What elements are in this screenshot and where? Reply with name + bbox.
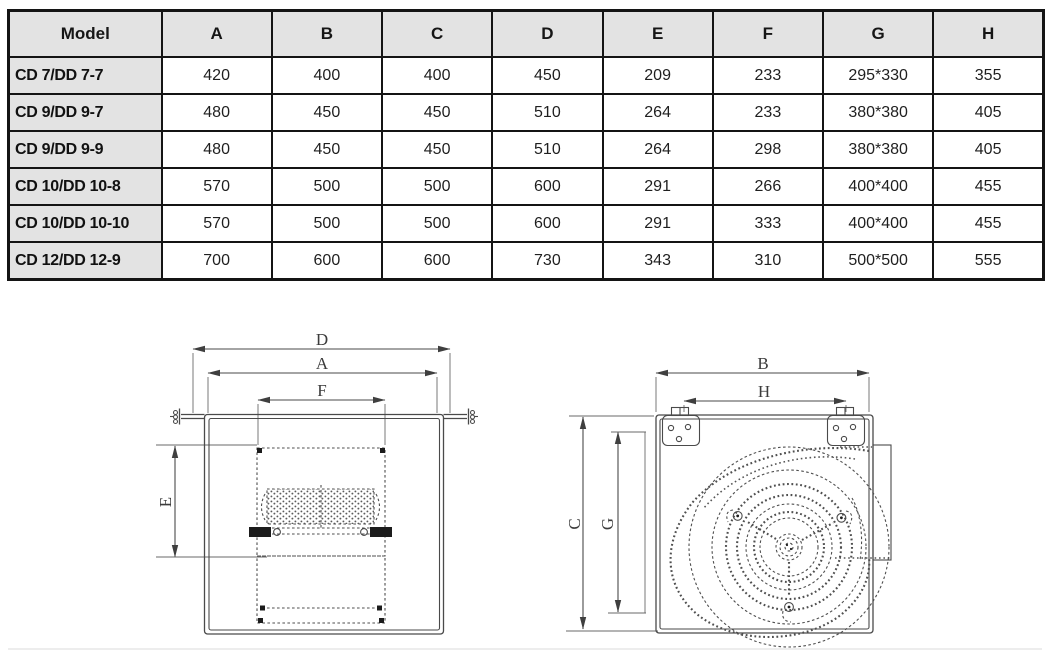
volute-scroll bbox=[671, 448, 870, 637]
internal-assembly-front bbox=[249, 448, 392, 623]
value-cell: 295*330 bbox=[823, 57, 933, 94]
value-cell: 209 bbox=[603, 57, 713, 94]
dim-E bbox=[156, 445, 267, 557]
value-cell: 510 bbox=[492, 94, 602, 131]
value-cell: 400*400 bbox=[823, 168, 933, 205]
value-cell: 510 bbox=[492, 131, 602, 168]
mounting-clamp-icon bbox=[370, 527, 392, 537]
value-cell: 500 bbox=[382, 168, 492, 205]
col-header-b: B bbox=[272, 11, 382, 58]
col-header-h: H bbox=[933, 11, 1043, 58]
value-cell: 298 bbox=[713, 131, 823, 168]
impeller bbox=[689, 447, 889, 647]
value-cell: 450 bbox=[272, 131, 382, 168]
model-cell: CD 7/DD 7-7 bbox=[9, 57, 162, 94]
dim-label-d: D bbox=[315, 330, 329, 349]
value-cell: 450 bbox=[382, 94, 492, 131]
dim-label-c: C bbox=[565, 518, 584, 530]
front-view-drawing bbox=[156, 330, 478, 634]
value-cell: 555 bbox=[933, 242, 1043, 280]
value-cell: 480 bbox=[162, 131, 272, 168]
dim-label-h: H bbox=[757, 382, 771, 401]
value-cell: 455 bbox=[933, 205, 1043, 242]
col-header-f: F bbox=[713, 11, 823, 58]
value-cell: 266 bbox=[713, 168, 823, 205]
col-header-d: D bbox=[492, 11, 602, 58]
value-cell: 333 bbox=[713, 205, 823, 242]
value-cell: 600 bbox=[492, 168, 602, 205]
value-cell: 450 bbox=[382, 131, 492, 168]
value-cell: 570 bbox=[162, 168, 272, 205]
impeller-spokes bbox=[727, 510, 852, 622]
side-view-drawing bbox=[565, 354, 891, 647]
value-cell: 291 bbox=[603, 168, 713, 205]
model-cell: CD 12/DD 12-9 bbox=[9, 242, 162, 280]
value-cell: 420 bbox=[162, 57, 272, 94]
value-cell: 264 bbox=[603, 131, 713, 168]
hinge-icon bbox=[663, 408, 700, 446]
value-cell: 730 bbox=[492, 242, 602, 280]
col-header-c: C bbox=[382, 11, 492, 58]
hinge-icon bbox=[828, 408, 865, 446]
col-header-a: A bbox=[162, 11, 272, 58]
outlet-flange bbox=[873, 445, 891, 560]
value-cell: 500 bbox=[382, 205, 492, 242]
value-cell: 380*380 bbox=[823, 94, 933, 131]
value-cell: 405 bbox=[933, 94, 1043, 131]
value-cell: 355 bbox=[933, 57, 1043, 94]
value-cell: 400 bbox=[382, 57, 492, 94]
dim-label-e: E bbox=[156, 496, 175, 508]
value-cell: 455 bbox=[933, 168, 1043, 205]
value-cell: 405 bbox=[933, 131, 1043, 168]
model-cell: CD 9/DD 9-7 bbox=[9, 94, 162, 131]
value-cell: 600 bbox=[272, 242, 382, 280]
model-cell: CD 9/DD 9-9 bbox=[9, 131, 162, 168]
value-cell: 450 bbox=[492, 57, 602, 94]
mounting-clamp-icon bbox=[249, 527, 271, 537]
value-cell: 570 bbox=[162, 205, 272, 242]
value-cell: 343 bbox=[603, 242, 713, 280]
dim-label-f: F bbox=[317, 381, 327, 400]
value-cell: 600 bbox=[382, 242, 492, 280]
value-cell: 480 bbox=[162, 94, 272, 131]
dim-F bbox=[258, 381, 385, 445]
dim-label-a: A bbox=[315, 354, 329, 373]
value-cell: 700 bbox=[162, 242, 272, 280]
model-cell: CD 10/DD 10-10 bbox=[9, 205, 162, 242]
dim-H bbox=[684, 382, 846, 412]
value-cell: 233 bbox=[713, 94, 823, 131]
value-cell: 500 bbox=[272, 168, 382, 205]
value-cell: 291 bbox=[603, 205, 713, 242]
dim-G bbox=[598, 432, 646, 613]
value-cell: 380*380 bbox=[823, 131, 933, 168]
col-header-e: E bbox=[603, 11, 713, 58]
value-cell: 310 bbox=[713, 242, 823, 280]
col-header-g: G bbox=[823, 11, 933, 58]
dim-label-g: G bbox=[598, 517, 617, 531]
value-cell: 600 bbox=[492, 205, 602, 242]
value-cell: 264 bbox=[603, 94, 713, 131]
value-cell: 450 bbox=[272, 94, 382, 131]
model-cell: CD 10/DD 10-8 bbox=[9, 168, 162, 205]
col-header-model: Model bbox=[9, 11, 162, 58]
dim-label-b: B bbox=[757, 354, 769, 373]
value-cell: 400 bbox=[272, 57, 382, 94]
value-cell: 400*400 bbox=[823, 205, 933, 242]
value-cell: 233 bbox=[713, 57, 823, 94]
value-cell: 500 bbox=[272, 205, 382, 242]
value-cell: 500*500 bbox=[823, 242, 933, 280]
